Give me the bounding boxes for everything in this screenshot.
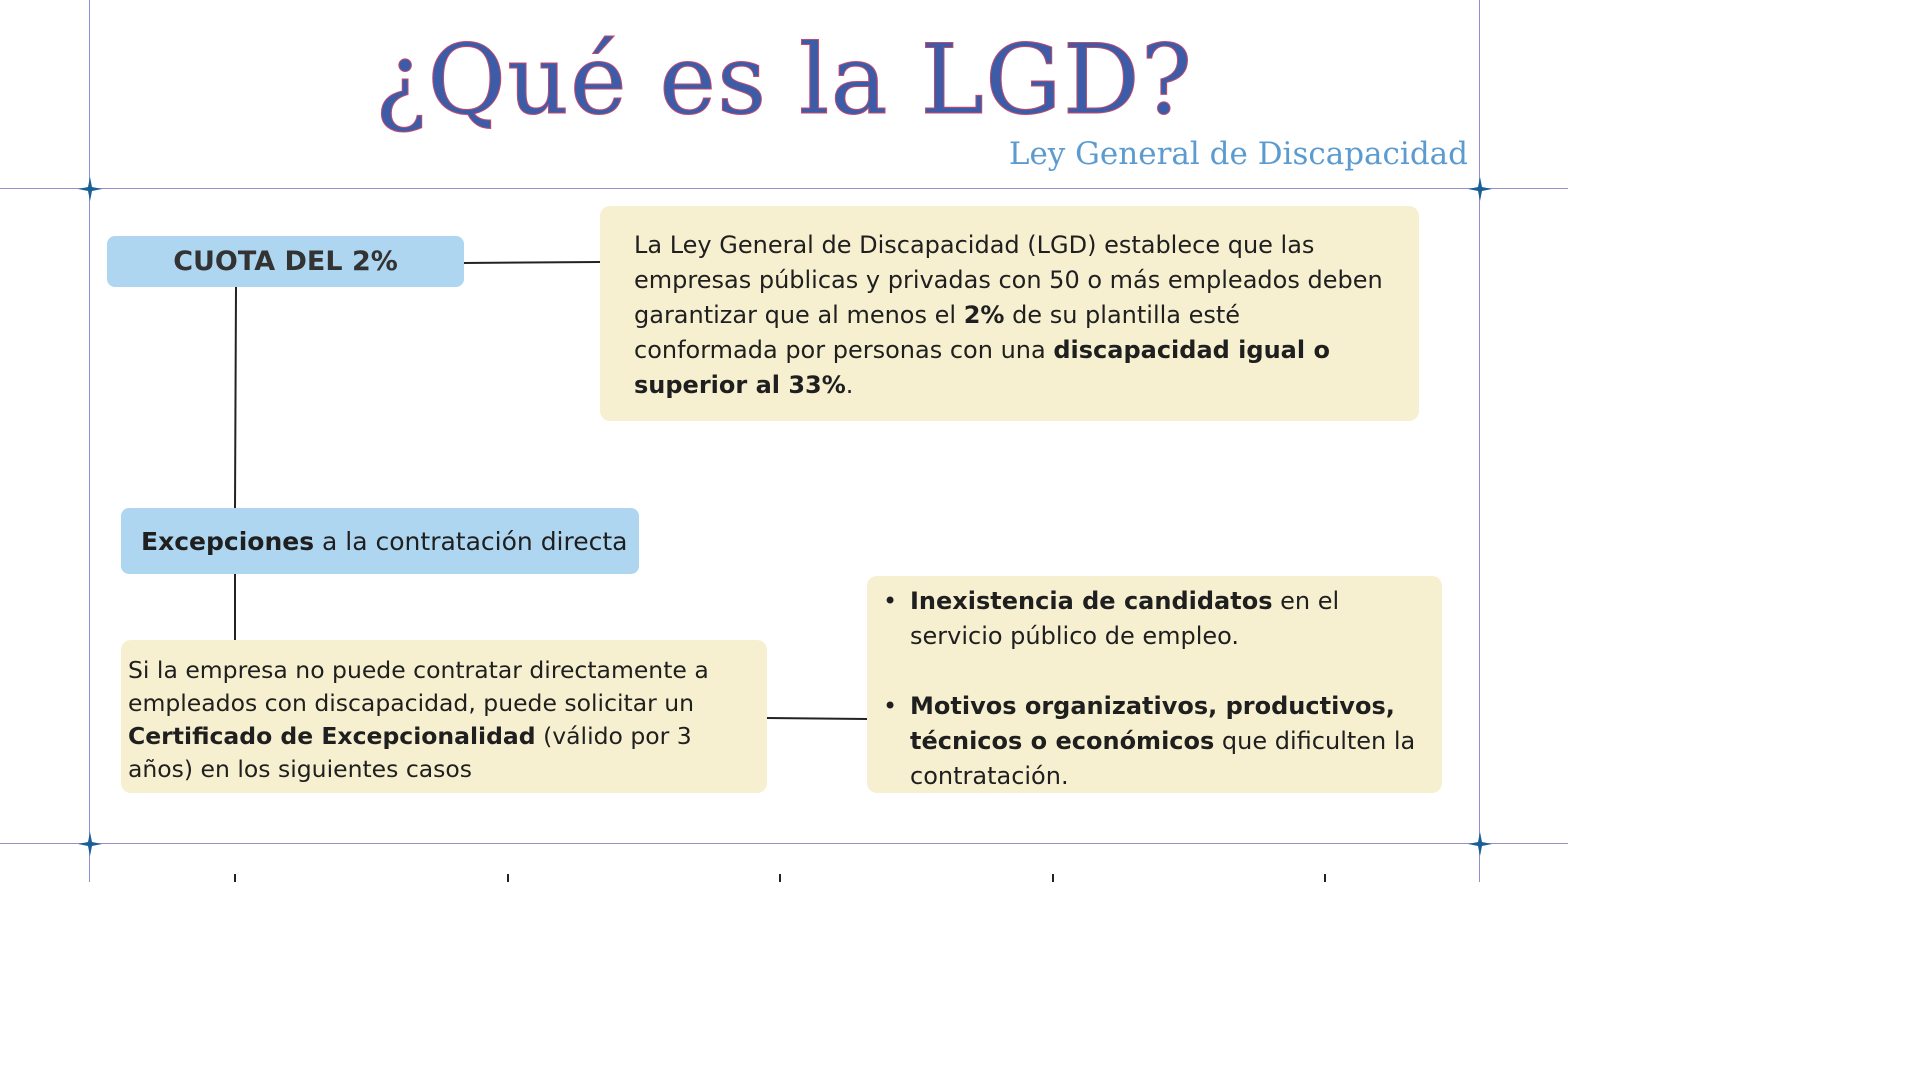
page-title: ¿Qué es la LGD? bbox=[374, 24, 1194, 136]
reasons-node bbox=[867, 576, 1442, 793]
reason-bold: Motivos organizativos, productivos, técnicos o económicos bbox=[910, 692, 1395, 755]
connector-cuota-excepciones bbox=[235, 287, 236, 508]
definition-text-1: La Ley General de Discapacidad (LGD) establece que las empresas públicas y privadas con 50 o más empleados deben garantizar que al menos el bbox=[634, 231, 1383, 329]
reason-rest: que dificulten la contratación. bbox=[910, 727, 1416, 790]
certificate-bold: Certificado de Excepcionalidad bbox=[128, 722, 536, 750]
bullet-icon: • bbox=[883, 587, 898, 615]
reasons-list bbox=[881, 584, 1432, 794]
definition-bold-disability: discapacidad igual o superior al 33% bbox=[634, 336, 1330, 399]
excepciones-node bbox=[121, 508, 639, 574]
cuota-node bbox=[107, 236, 464, 287]
definition-bold-percent: 2% bbox=[963, 301, 1005, 329]
connector-cuota-definition bbox=[463, 262, 600, 263]
certificate-node bbox=[121, 640, 767, 793]
cuota-label: CUOTA DEL 2% bbox=[173, 246, 398, 277]
certificate-text-1: Si la empresa no puede contratar directamente a empleados con discapacidad, puede solicitar un bbox=[128, 656, 709, 717]
definition-node bbox=[600, 206, 1419, 421]
bullet-icon: • bbox=[883, 692, 898, 720]
excepciones-rest: a la contratación directa bbox=[314, 526, 628, 556]
connector-certificate-reasons bbox=[767, 718, 867, 719]
excepciones-bold: Excepciones bbox=[141, 526, 315, 556]
list-item bbox=[881, 689, 1432, 794]
list-item bbox=[881, 584, 1432, 654]
definition-text-3: . bbox=[845, 371, 854, 399]
page-subtitle: Ley General de Discapacidad bbox=[1008, 136, 1468, 172]
reason-rest: en el servicio público de empleo. bbox=[910, 587, 1340, 650]
certificate-text-2: (válido por 3 años) en los siguientes casos bbox=[128, 722, 692, 783]
definition-text-2: de su plantilla esté conformada por personas con una bbox=[634, 301, 1241, 364]
reason-bold: Inexistencia de candidatos bbox=[910, 587, 1273, 615]
